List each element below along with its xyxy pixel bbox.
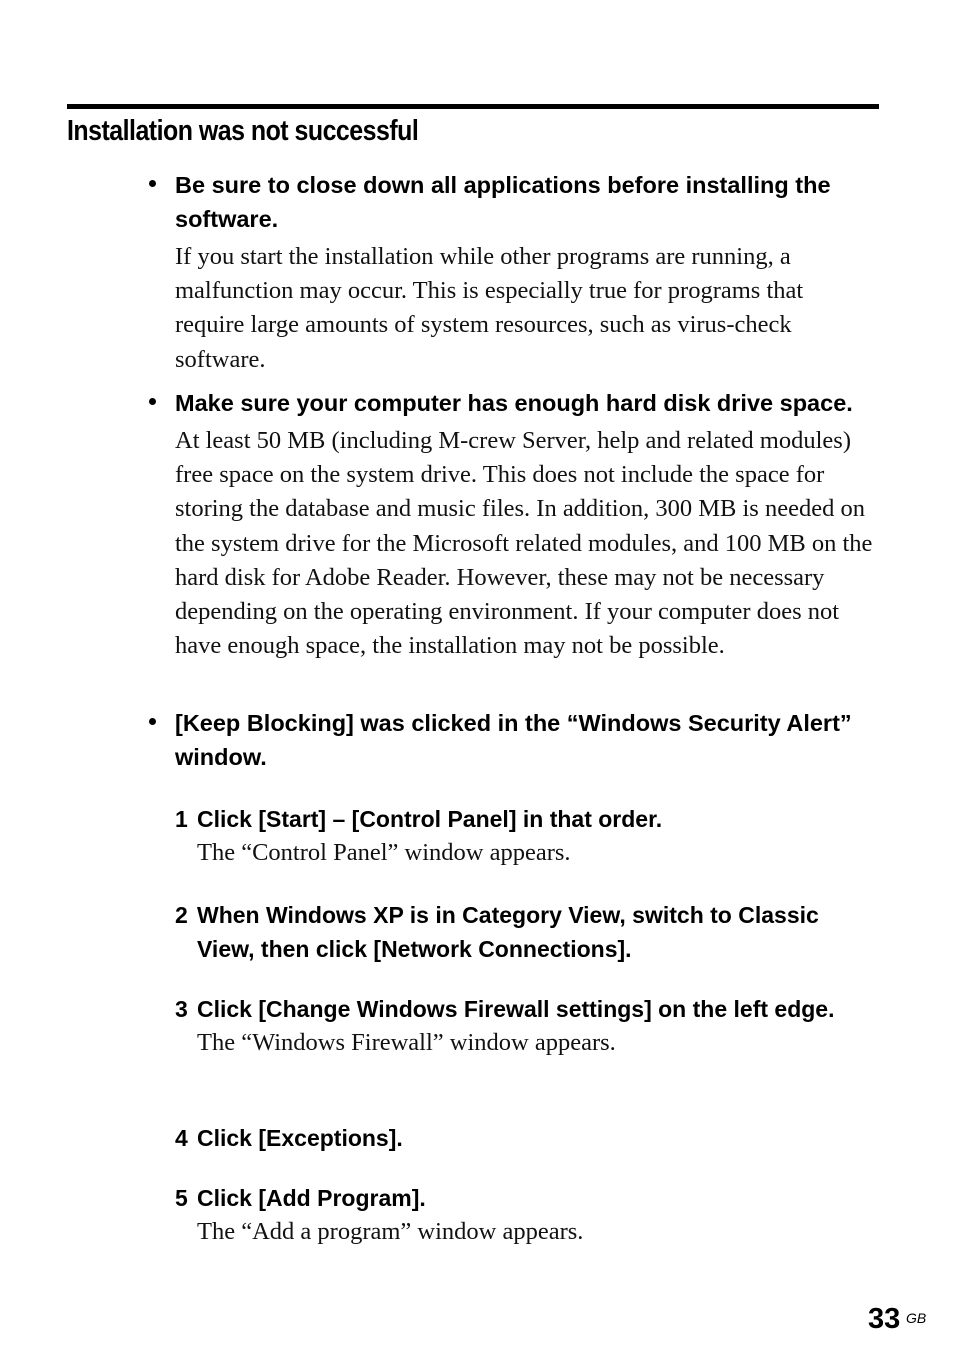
step-item xyxy=(175,1181,875,1249)
bullet-item xyxy=(175,386,875,663)
step-item xyxy=(175,1121,875,1155)
bullet-icon xyxy=(149,398,156,405)
bullet-icon xyxy=(149,718,156,725)
step-number: 2 xyxy=(175,902,188,928)
step-number: 4 xyxy=(175,1125,188,1151)
step-number: 3 xyxy=(175,996,188,1022)
step-description: The “Add a program” window appears. xyxy=(197,1218,584,1245)
bullet-heading: Be sure to close down all applications before installing the software. xyxy=(175,172,831,232)
page-region-code: GB xyxy=(906,1310,927,1326)
bullet-body: If you start the installation while other programs are running, a malfunction may occur. This is especially true for programs that require large amounts of system resources, such as virus-check software. xyxy=(175,243,804,373)
step-title: Click [Exceptions]. xyxy=(197,1125,403,1151)
step-item xyxy=(175,802,875,870)
step-title: Click [Start] – [Control Panel] in that order. xyxy=(197,806,663,832)
bullet-body: At least 50 MB (including M-crew Server, help and related modules) free space on the system drive. This does not include the space for storing the database and music files. In addition, 300 MB is needed on the system drive for the Microsoft related modules, and 100 MB on the hard disk for Adobe Reader. However, these may not be necessary depending on the operating environment. If your computer does not have enough space, the installation may not be possible. xyxy=(175,427,873,660)
step-number: 1 xyxy=(175,806,188,832)
step-title: When Windows XP is in Category View, switch to Classic View, then click [Network Connections]. xyxy=(197,902,819,962)
step-title: Click [Change Windows Firewall settings] on the left edge. xyxy=(197,996,835,1022)
bullet-heading: [Keep Blocking] was clicked in the “Windows Security Alert” window. xyxy=(175,710,852,770)
step-title: Click [Add Program]. xyxy=(197,1185,426,1211)
page-number: 33 xyxy=(868,1303,901,1335)
step-description: The “Windows Firewall” window appears. xyxy=(197,1029,616,1056)
bullet-heading: Make sure your computer has enough hard disk drive space. xyxy=(175,390,853,416)
bullet-item xyxy=(175,706,875,774)
step-item xyxy=(175,898,875,966)
section-rule xyxy=(67,104,879,109)
step-description: The “Control Panel” window appears. xyxy=(197,839,571,866)
step-item xyxy=(175,992,875,1060)
step-number: 5 xyxy=(175,1185,188,1211)
bullet-icon xyxy=(149,180,156,187)
bullet-item xyxy=(175,168,875,377)
section-title: Installation was not successful xyxy=(67,115,419,147)
